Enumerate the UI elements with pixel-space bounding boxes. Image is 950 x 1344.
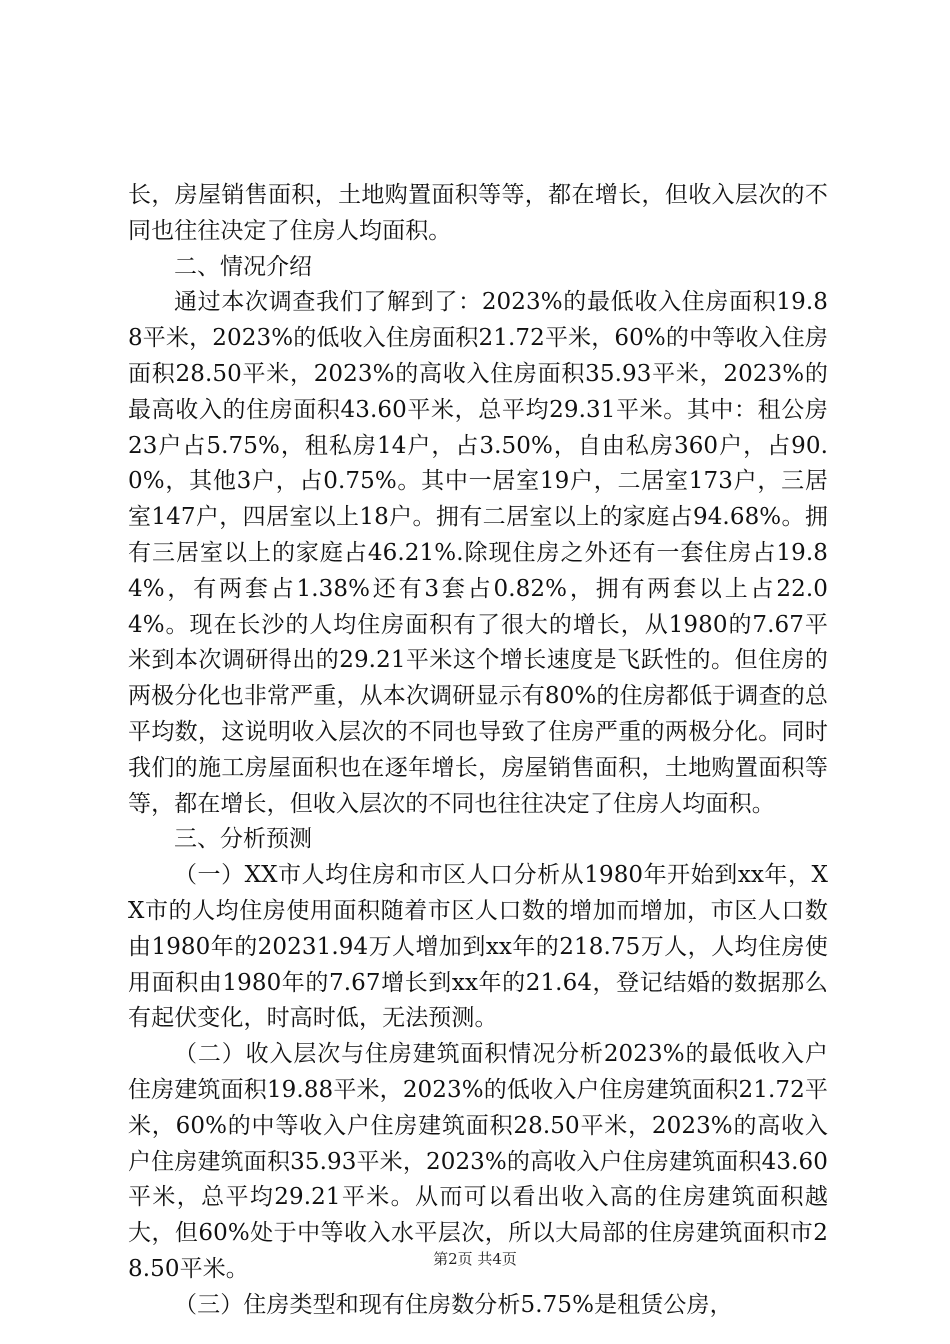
page-number-footer: 第2页 共4页 xyxy=(433,1250,517,1268)
paragraph-survey-results: 通过本次调查我们了解到了：2023%的最低收入住房面积19.88平米，2023%的低收入住房面积21.72平米，60%的中等收入住房面积28.50平米，2023%的高收入住房面积35.93平米，2023%的最高收入的住房面积43.60平米，总平均29.31平米。其中：租公房23户占5.75%，租私房14户，占3.50%，自由私房360户，占90.0%，其他3户，占0.75%。其中一居室19户，二居室173户，三居室147户，四居室以上18户。拥有二居室以上的家庭占94.68%。拥有三居室以上的家庭占46.21%.除现住房之外还有一套住房占19.84%，有两套占1.38%还有3套占0.82%，拥有两套以上占22.04%。现在长沙的人均住房面积有了很大的增长，从1980的7.67平米到本次调研得出的29.21平米这个增长速度是飞跃性的。但住房的两极分化也非常严重，从本次调研显示有80%的住房都低于调查的总平均数，这说明收入层次的不同也导致了住房严重的两极分化。同时我们的施工房屋面积也在逐年增长，房屋销售面积，土地购置面积等等，都在增长，但收入层次的不同也往往决定了住房人均面积。 xyxy=(128,289,828,817)
paragraph-continuation: 长，房屋销售面积，土地购置面积等等，都在增长，但收入层次的不同也往往决定了住房人均面积。 xyxy=(128,182,828,244)
paragraph-analysis-income: （二）收入层次与住房建筑面积情况分析2023%的最低收入户住房建筑面积19.88平米，2023%的低收入户住房建筑面积21.72平米，60%的中等收入户住房建筑面积28.50平米，2023%的高收入户住房建筑面积35.93平米，2023%的高收入户住房建筑面积43.60平米，总平均29.21平米。从而可以看出收入高的住房建筑面积越大，但60%处于中等收入水平层次，所以大局部的住房建筑面积市28.50平米。 xyxy=(128,1041,828,1282)
section-heading-situation: 二、情况介绍 xyxy=(174,253,312,280)
section-heading-analysis: 三、分析预测 xyxy=(174,826,312,853)
paragraph-analysis-population: （一）XX市人均住房和市区人口分析从1980年开始到xx年，XX市的人均住房使用面积随着市区人口数的增加而增加，市区人口数由1980年的20231.94万人增加到xx年的218.75万人，人均住房使用面积由1980年的7.67增长到xx年的21.64，登记结婚的数据那么有起伏变化，时高时低，无法预测。 xyxy=(128,862,828,1032)
document-body xyxy=(128,178,828,1324)
paragraph-analysis-housing-type: （三）住房类型和现有住房数分析5.75%是租赁公房， xyxy=(174,1291,733,1318)
